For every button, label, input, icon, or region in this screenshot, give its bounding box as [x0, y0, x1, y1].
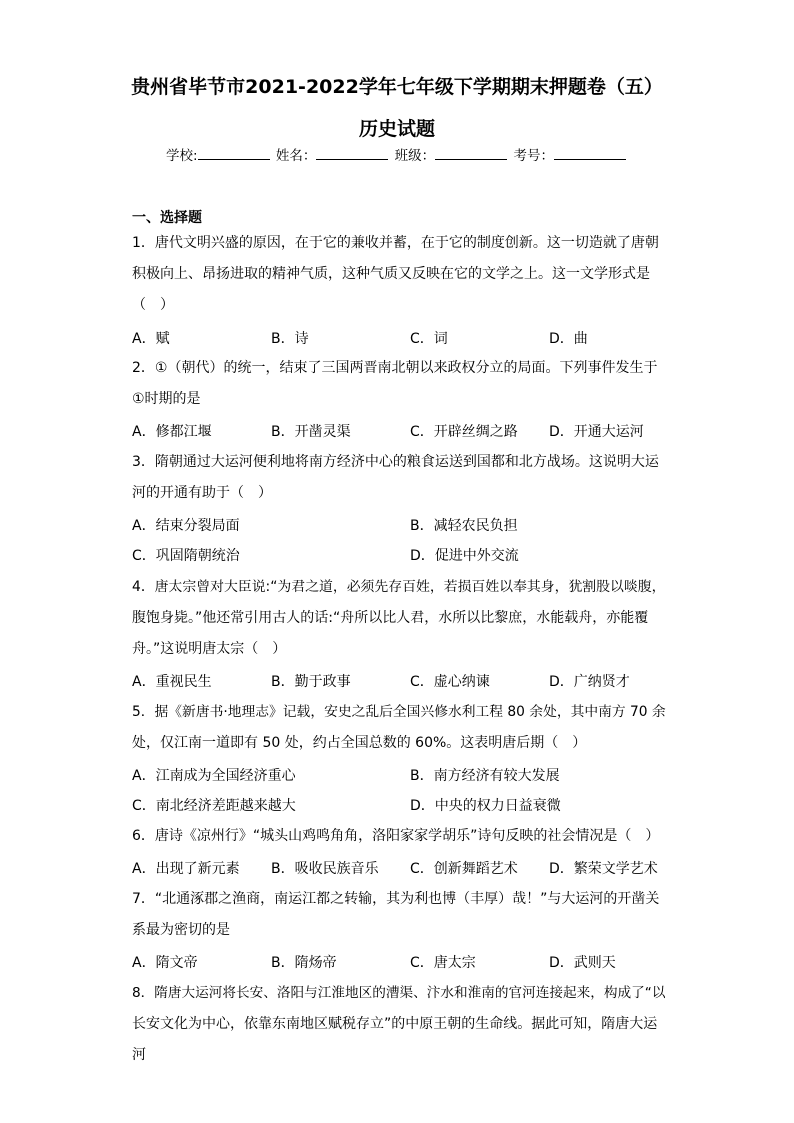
question-2-option-d[interactable]: D．开通大运河	[549, 424, 644, 440]
name-blank[interactable]	[316, 147, 388, 160]
question-2-option-c[interactable]: C．开辟丝绸之路	[410, 424, 518, 440]
question-7-option-b[interactable]: B．隋炀帝	[271, 955, 337, 971]
question-4-option-c[interactable]: C．虚心纳谏	[410, 674, 490, 690]
question-6-option-c[interactable]: C．创新舞蹈艺术	[410, 861, 518, 877]
exam-subtitle: 历史试题	[358, 118, 435, 140]
question-1-option-b[interactable]: B．诗	[271, 331, 309, 347]
number-blank[interactable]	[554, 147, 626, 160]
school-label: 学校:	[166, 148, 198, 164]
student-info-row	[0, 144, 794, 164]
question-2-option-a[interactable]: A．修都江堰	[132, 424, 212, 440]
question-8-line-2: 长安文化为中心，依靠东南地区赋税存立”的中原王朝的生命线。据此可知，隋唐大运	[132, 1016, 658, 1032]
question-6-line-1: 6．唐诗《凉州行》“城头山鸡鸣角角，洛阳家家学胡乐”诗句反映的社会情况是（ ）	[132, 828, 660, 844]
class-label: 班级：	[394, 148, 436, 164]
question-8-line-1: 8．隋唐大运河将长安、洛阳与江淮地区的漕渠、汴水和淮南的官河连接起来，构成了“以	[132, 985, 666, 1001]
question-5-option-b[interactable]: B．南方经济有较大发展	[410, 768, 560, 784]
question-1-line-3: （ ）	[132, 297, 174, 313]
question-1-line-1: 1．唐代文明兴盛的原因，在于它的兼收并蓄，在于它的制度创新。这一切造就了唐朝	[132, 235, 659, 251]
question-1-line-2: 积极向上、昂扬进取的精神气质，这种气质又反映在它的文学之上。这一文学形式是	[132, 266, 650, 282]
question-4-option-b[interactable]: B．勤于政事	[271, 674, 351, 690]
question-5-option-a[interactable]: A．江南成为全国经济重心	[132, 768, 296, 784]
question-3-option-a[interactable]: A．结束分裂局面	[132, 518, 240, 534]
question-7-line-2: 系最为密切的是	[132, 922, 230, 938]
question-3-line-2: 河的开通有助于（ ）	[132, 485, 272, 501]
question-4-option-d[interactable]: D．广纳贤才	[549, 674, 630, 690]
exam-title: 贵州省毕节市2021-2022学年七年级下学期期末押题卷（五）	[131, 76, 663, 98]
question-3-option-d[interactable]: D．促进中外交流	[410, 548, 519, 564]
question-2-line-1: 2．①（朝代）的统一，结束了三国两晋南北朝以来政权分立的局面。下列事件发生于	[132, 360, 658, 376]
question-7-line-1: 7．“北通涿郡之渔商，南运江都之转输，其为利也博（丰厚）哉！”与大运河的开凿关	[132, 891, 660, 907]
question-6-option-b[interactable]: B．吸收民族音乐	[271, 861, 379, 877]
school-blank[interactable]	[198, 147, 270, 160]
question-5-line-1: 5．据《新唐书·地理志》记载，安史之乱后全国兴修水利工程 80 余处，其中南方 70 余	[132, 704, 666, 720]
question-1-option-a[interactable]: A．赋	[132, 331, 170, 347]
question-7-option-d[interactable]: D．武则天	[549, 955, 616, 971]
section-title: 一、选择题	[132, 210, 202, 226]
question-6-option-d[interactable]: D．繁荣文学艺术	[549, 861, 658, 877]
question-3-line-1: 3．隋朝通过大运河便利地将南方经济中心的粮食运送到国都和北方战场。这说明大运	[132, 454, 659, 470]
question-4-option-a[interactable]: A．重视民生	[132, 674, 212, 690]
question-4-line-1: 4．唐太宗曾对大臣说:“为君之道，必须先存百姓，若损百姓以奉其身，犹割股以啖腹，	[132, 579, 666, 595]
question-4-line-2: 腹饱身毙。”他还常引用古人的话:“舟所以比人君，水所以比黎庶，水能载舟，亦能覆	[132, 610, 649, 626]
question-6-option-a[interactable]: A．出现了新元素	[132, 861, 240, 877]
question-2-option-b[interactable]: B．开凿灵渠	[271, 424, 351, 440]
question-8-line-3: 河	[132, 1047, 146, 1063]
class-blank[interactable]	[435, 147, 507, 160]
question-1-option-d[interactable]: D．曲	[549, 331, 588, 347]
question-3-option-b[interactable]: B．减轻农民负担	[410, 518, 518, 534]
question-4-line-3: 舟。”这说明唐太宗（ ）	[132, 641, 287, 657]
question-5-option-d[interactable]: D．中央的权力日益衰微	[410, 798, 561, 814]
question-2-line-2: ①时期的是	[132, 391, 201, 407]
name-label: 姓名：	[275, 148, 317, 164]
question-5-option-c[interactable]: C．南北经济差距越来越大	[132, 798, 296, 814]
question-1-option-c[interactable]: C．词	[410, 331, 448, 347]
question-5-line-2: 处，仅江南一道即有 50 处，约占全国总数的 60%。这表明唐后期（ ）	[132, 735, 587, 751]
number-label: 考号：	[513, 148, 554, 164]
question-7-option-a[interactable]: A．隋文帝	[132, 955, 198, 971]
question-7-option-c[interactable]: C．唐太宗	[410, 955, 476, 971]
question-3-option-c[interactable]: C．巩固隋朝统治	[132, 548, 240, 564]
